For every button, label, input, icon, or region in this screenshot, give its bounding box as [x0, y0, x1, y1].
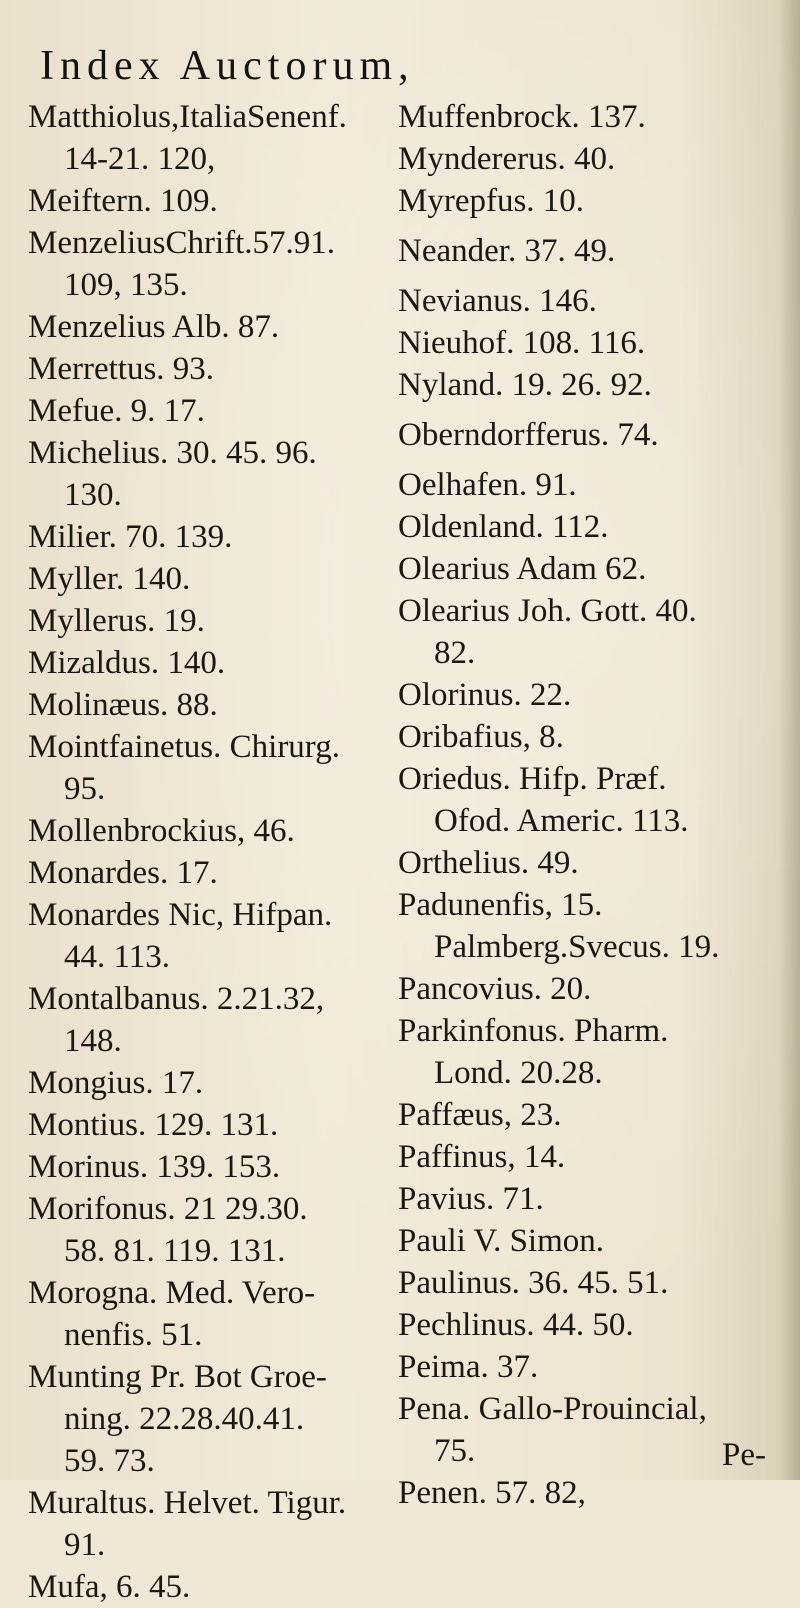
index-entry: 59. 73.: [64, 1443, 155, 1479]
index-entry: ning. 22.28.40.41.: [64, 1401, 305, 1437]
index-entry: Padunenfis, 15.: [398, 887, 603, 923]
index-entry: Matthiolus,ItaliaSenenf.: [28, 99, 347, 135]
index-entry: Myllerus. 19.: [28, 603, 205, 639]
index-entry: 75.: [434, 1433, 476, 1469]
index-entry: 130.: [64, 477, 122, 513]
index-entry: Morifonus. 21 29.30.: [28, 1191, 308, 1227]
index-entry: Myller. 140.: [28, 561, 191, 597]
index-entry: Molinæus. 88.: [28, 687, 218, 723]
index-entry: Monardes. 17.: [28, 855, 218, 891]
index-entry: 91.: [64, 1527, 106, 1563]
left-column: [28, 96, 366, 1608]
index-entry: Pavius. 71.: [398, 1181, 544, 1217]
index-entry: 44. 113.: [64, 939, 171, 975]
index-entry: Parkinfonus. Pharm.: [398, 1013, 669, 1049]
index-entry: Nyland. 19. 26. 92.: [398, 367, 652, 403]
index-entry: Montius. 129. 131.: [28, 1107, 279, 1143]
index-entry: Lond. 20.28.: [434, 1055, 603, 1091]
index-entry: Mongius. 17.: [28, 1065, 204, 1101]
page-edge-shadow: [778, 0, 800, 1480]
page-header: Index Auctorum,: [40, 43, 415, 89]
index-entry: Peima. 37.: [398, 1349, 539, 1385]
index-entry: Montalbanus. 2.21.32,: [28, 981, 325, 1017]
index-entry: Mizaldus. 140.: [28, 645, 226, 681]
index-entry: Oldenland. 112.: [398, 509, 609, 545]
index-entry: 148.: [64, 1023, 122, 1059]
index-entry: Oriedus. Hifp. Præf.: [398, 761, 667, 797]
index-entry: Neander. 37. 49.: [398, 233, 616, 269]
index-entry: Oribafius, 8.: [398, 719, 564, 755]
index-entry: Menzelius Alb. 87.: [28, 309, 280, 345]
index-entry: 14-21. 120,: [64, 141, 216, 177]
index-entry: 58. 81. 119. 131.: [64, 1233, 286, 1269]
index-entry: Orthelius. 49.: [398, 845, 579, 881]
index-entry: 95.: [64, 771, 106, 807]
index-entry: Muraltus. Helvet. Tigur.: [28, 1485, 347, 1521]
index-entry: Palmberg.Svecus. 19.: [434, 929, 720, 965]
index-entry: Muffenbrock. 137.: [398, 99, 646, 135]
catchword: Pe-: [722, 1437, 766, 1473]
index-entry: Morogna. Med. Vero-: [28, 1275, 316, 1311]
index-entry: 109, 135.: [64, 267, 188, 303]
index-entry: Monardes Nic, Hifpan.: [28, 897, 333, 933]
index-entry: Oelhafen. 91.: [398, 467, 577, 503]
index-entry: Merrettus. 93.: [28, 351, 215, 387]
index-entry: Paffæus, 23.: [398, 1097, 562, 1133]
index-entry: Myrepfus. 10.: [398, 183, 585, 219]
index-entry: Mufa, 6. 45.: [28, 1569, 191, 1605]
index-entry: Pena. Gallo-Prouincial,: [398, 1391, 707, 1427]
index-entry: MenzeliusChrift.57.91.: [28, 225, 336, 261]
index-entry: Nieuhof. 108. 116.: [398, 325, 646, 361]
index-entry: Milier. 70. 139.: [28, 519, 233, 555]
index-entry: Oberndorfferus. 74.: [398, 417, 659, 453]
index-entry: Michelius. 30. 45. 96.: [28, 435, 317, 471]
index-entry: Munting Pr. Bot Groe-: [28, 1359, 327, 1395]
index-entry: Olorinus. 22.: [398, 677, 572, 713]
index-entry: Morinus. 139. 153.: [28, 1149, 281, 1185]
right-column: [398, 96, 778, 1514]
index-entry: Mointfainetus. Chirurg.: [28, 729, 340, 765]
index-entry: Mefue. 9. 17.: [28, 393, 205, 429]
index-entry: nenfis. 51.: [64, 1317, 203, 1353]
index-entry: Myndererus. 40.: [398, 141, 616, 177]
index-entry: Pancovius. 20.: [398, 971, 592, 1007]
index-entry: Mollenbrockius, 46.: [28, 813, 295, 849]
index-entry: Paffinus, 14.: [398, 1139, 566, 1175]
index-entry: Meiftern. 109.: [28, 183, 218, 219]
index-entry: Olearius Adam 62.: [398, 551, 647, 587]
index-entry: Paulinus. 36. 45. 51.: [398, 1265, 669, 1301]
index-entry: 82.: [434, 635, 476, 671]
index-entry: Penen. 57. 82,: [398, 1475, 586, 1511]
index-entry: Pauli V. Simon.: [398, 1223, 605, 1259]
index-entry: Ofod. Americ. 113.: [434, 803, 689, 839]
index-entry: Nevianus. 146.: [398, 283, 597, 319]
index-entry: Pechlinus. 44. 50.: [398, 1307, 634, 1343]
index-entry: Olearius Joh. Gott. 40.: [398, 593, 697, 629]
